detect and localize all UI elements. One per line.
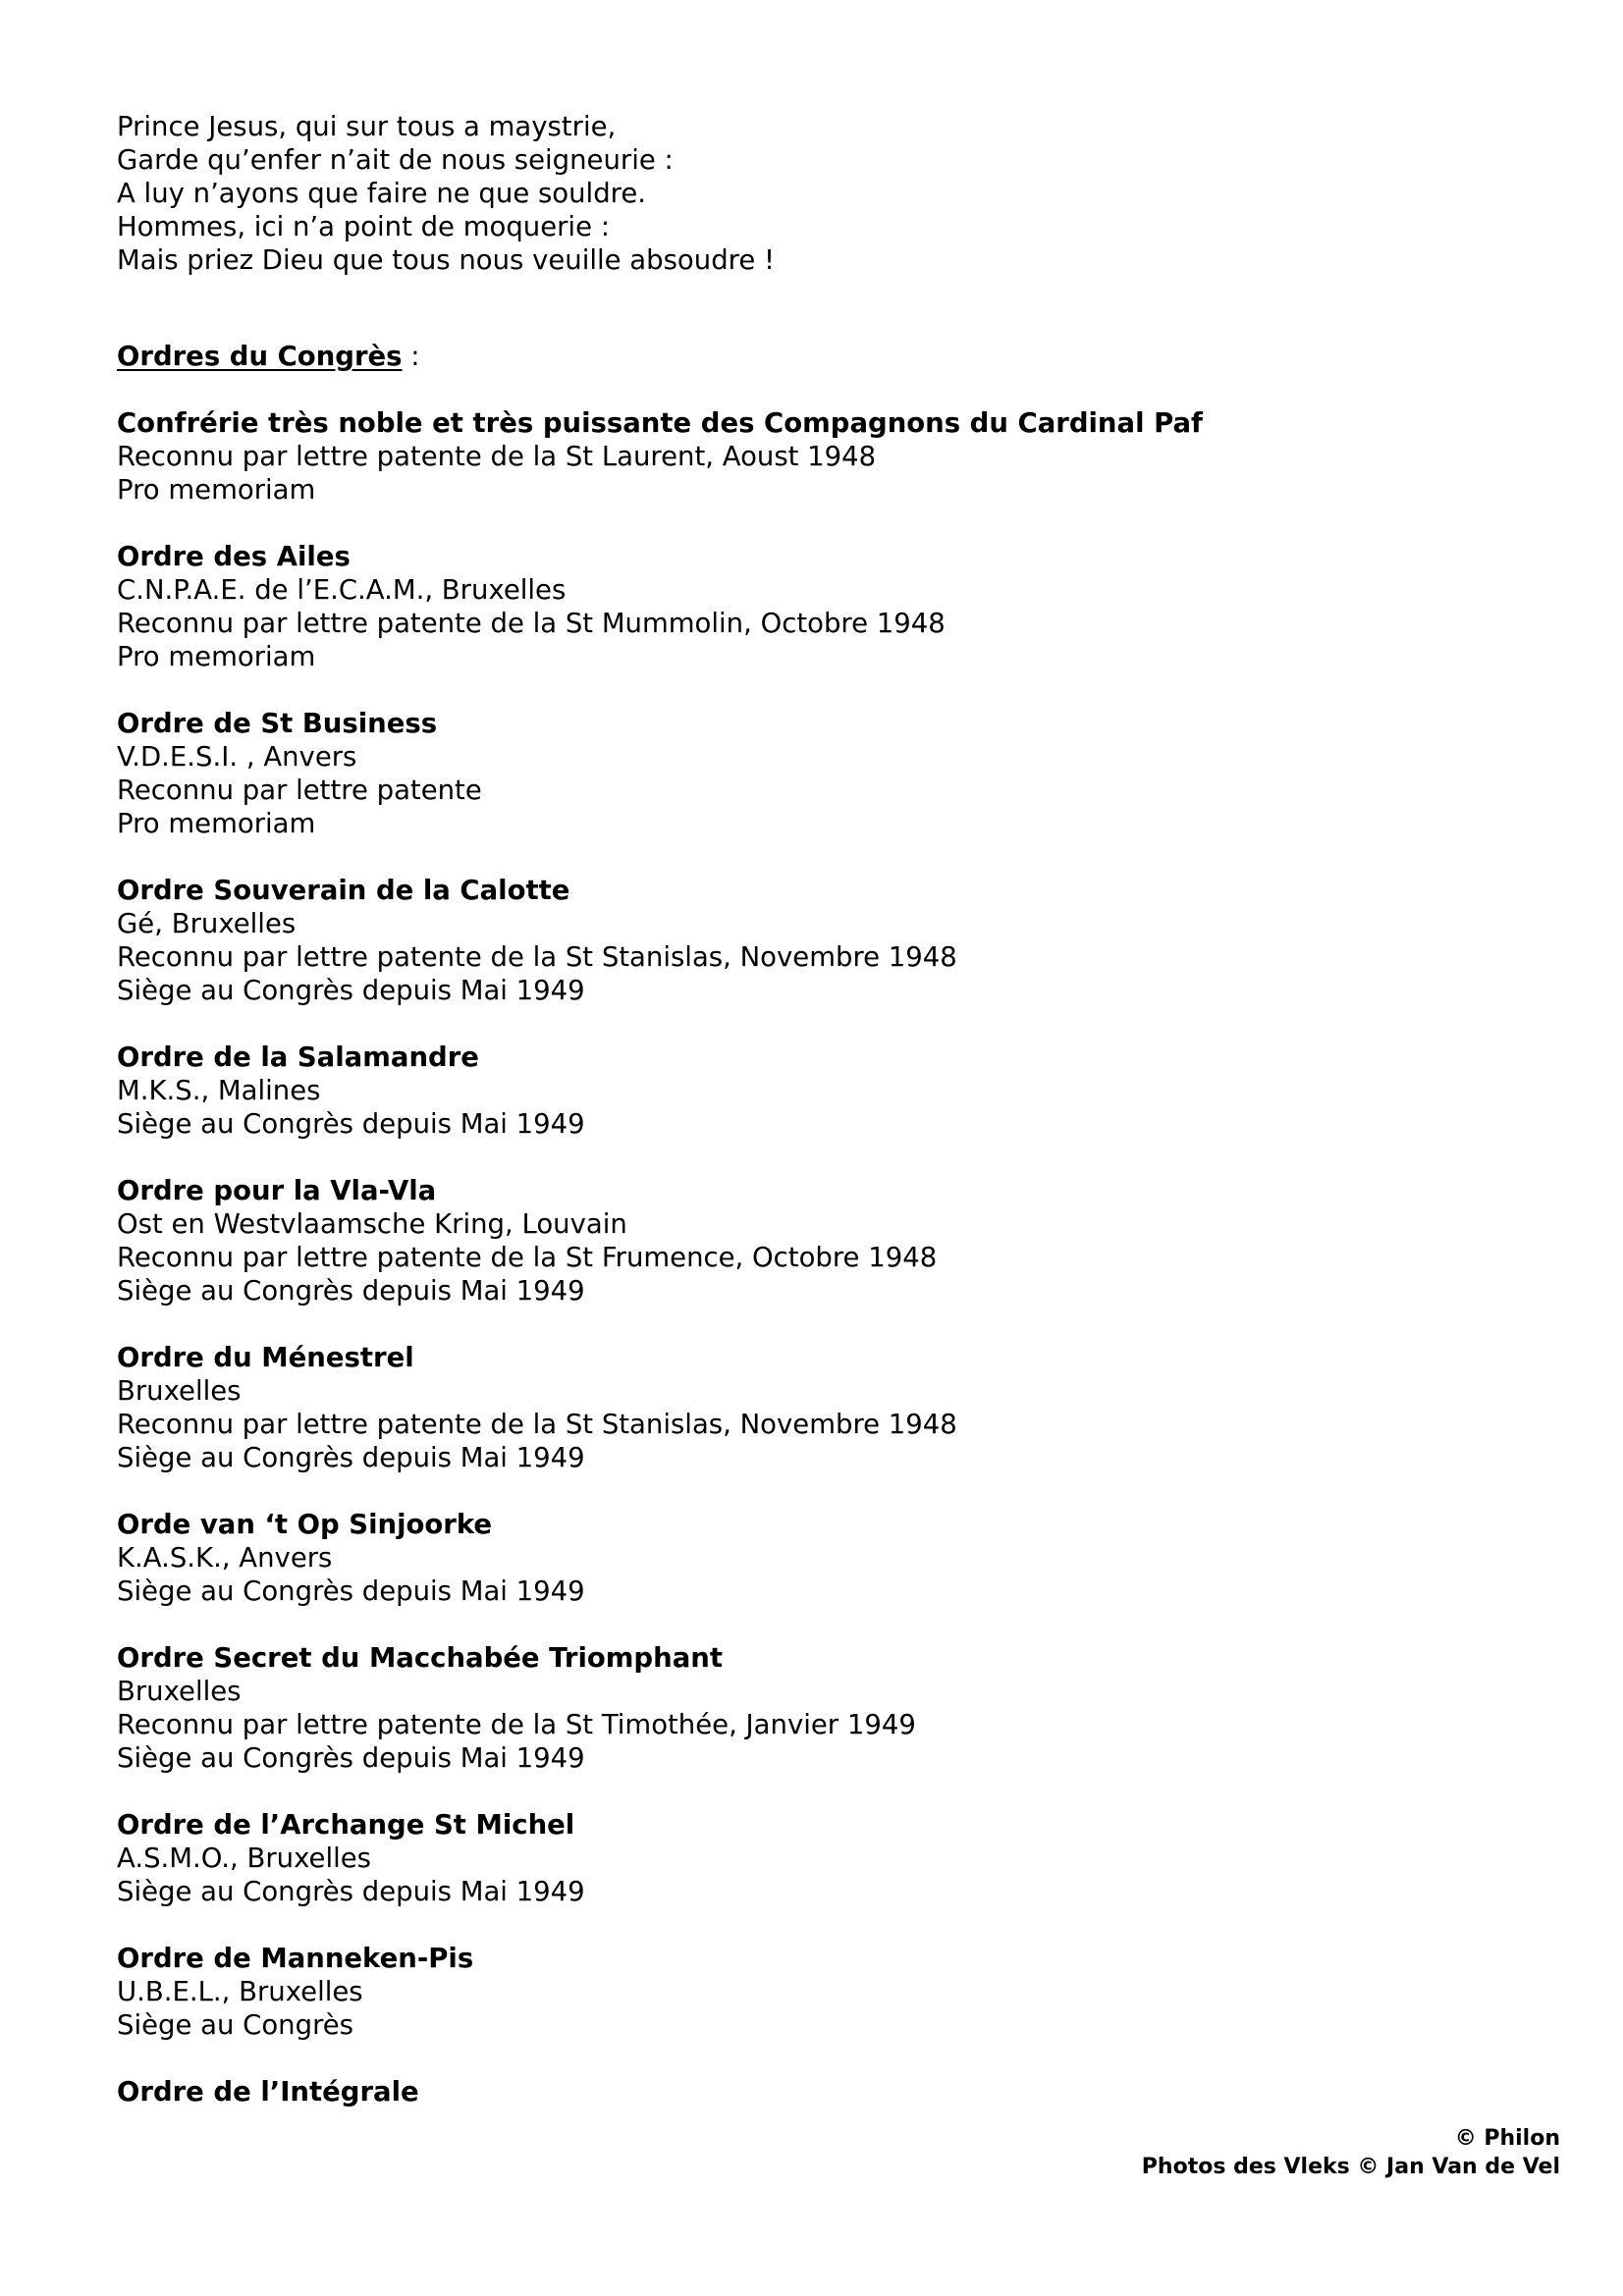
order-detail-line: Siège au Congrès depuis Mai 1949 bbox=[117, 1275, 585, 1307]
poem-line: Mais priez Dieu que tous nous veuille absoudre ! bbox=[117, 244, 776, 276]
order-entry bbox=[117, 1942, 1560, 2042]
order-detail-line: C.N.P.A.E. de l’E.C.A.M., Bruxelles bbox=[117, 574, 567, 606]
order-name: Ordre de St Business bbox=[117, 708, 438, 739]
order-detail-line: Gé, Bruxelles bbox=[117, 908, 297, 939]
order-detail-line: U.B.E.L., Bruxelles bbox=[117, 1976, 363, 2007]
order-detail-line: Siège au Congrès depuis Mai 1949 bbox=[117, 975, 585, 1006]
order-detail-line: Pro memoriam bbox=[117, 474, 316, 506]
poem-line: Prince Jesus, qui sur tous a maystrie, bbox=[117, 111, 617, 142]
order-detail-line: Ost en Westvlaamsche Kring, Louvain bbox=[117, 1208, 627, 1240]
order-detail-line: Siège au Congrès depuis Mai 1949 bbox=[117, 1442, 585, 1473]
order-name: Ordre Secret du Macchabée Triomphant bbox=[117, 1642, 723, 1674]
poem-stanza bbox=[117, 110, 1560, 277]
section-heading-title: Ordres du Congrès bbox=[117, 341, 403, 372]
order-entry bbox=[117, 1508, 1560, 1608]
order-detail-line: Reconnu par lettre patente de la St Laurent, Aoust 1948 bbox=[117, 441, 877, 472]
order-name: Ordre de la Salamandre bbox=[117, 1041, 479, 1073]
order-entry bbox=[117, 707, 1560, 840]
order-entry bbox=[117, 1174, 1560, 1308]
photos-credit-line: Photos des Vleks © Jan Van de Vel bbox=[1141, 2155, 1560, 2179]
poem-line: Hommes, ici n’a point de moquerie : bbox=[117, 211, 610, 242]
order-entry bbox=[117, 2075, 1560, 2109]
order-detail-line: Siège au Congrès depuis Mai 1949 bbox=[117, 1742, 585, 1774]
order-detail-line: Siège au Congrès depuis Mai 1949 bbox=[117, 1876, 585, 1907]
order-detail-line: Bruxelles bbox=[117, 1676, 242, 1707]
poem-line: Garde qu’enfer n’ait de nous seigneurie : bbox=[117, 144, 674, 176]
order-detail-line: A.S.M.O., Bruxelles bbox=[117, 1842, 371, 1874]
order-name: Ordre de l’Archange St Michel bbox=[117, 1809, 575, 1841]
order-entry bbox=[117, 1808, 1560, 1908]
poem-line: A luy n’ayons que faire ne que souldre. bbox=[117, 178, 647, 209]
order-entry bbox=[117, 1041, 1560, 1141]
order-detail-line: Reconnu par lettre patente bbox=[117, 774, 482, 806]
order-name: Orde van ‘t Op Sinjoorke bbox=[117, 1509, 493, 1540]
order-detail-line: Reconnu par lettre patente de la St Frumence, Octobre 1948 bbox=[117, 1242, 938, 1273]
order-detail-line: V.D.E.S.I. , Anvers bbox=[117, 741, 357, 773]
order-name: Confrérie très noble et très puissante des Compagnons du Cardinal Paf bbox=[117, 407, 1204, 439]
order-detail-line: Siège au Congrès depuis Mai 1949 bbox=[117, 1575, 585, 1607]
order-detail-line: Pro memoriam bbox=[117, 641, 316, 672]
orders-list bbox=[117, 406, 1560, 2109]
order-detail-line: M.K.S., Malines bbox=[117, 1075, 321, 1106]
order-name: Ordre Souverain de la Calotte bbox=[117, 875, 570, 906]
copyright-line: © Philon bbox=[1454, 2126, 1560, 2151]
order-name: Ordre de Manneken-Pis bbox=[117, 1943, 474, 1974]
order-entry bbox=[117, 874, 1560, 1007]
order-detail-line: Reconnu par lettre patente de la St Timothée, Janvier 1949 bbox=[117, 1709, 916, 1740]
order-detail-line: Siège au Congrès depuis Mai 1949 bbox=[117, 1108, 585, 1140]
order-detail-line: Reconnu par lettre patente de la St Mummolin, Octobre 1948 bbox=[117, 608, 946, 639]
order-entry bbox=[117, 406, 1560, 507]
order-detail-line: K.A.S.K., Anvers bbox=[117, 1542, 333, 1574]
order-entry bbox=[117, 1341, 1560, 1474]
order-detail-line: Reconnu par lettre patente de la St Stanislas, Novembre 1948 bbox=[117, 1409, 957, 1440]
order-detail-line: Reconnu par lettre patente de la St Stanislas, Novembre 1948 bbox=[117, 941, 957, 973]
order-name: Ordre des Ailes bbox=[117, 541, 351, 572]
order-entry bbox=[117, 540, 1560, 673]
order-detail-line: Bruxelles bbox=[117, 1375, 242, 1407]
section-heading bbox=[117, 340, 1560, 373]
order-name: Ordre du Ménestrel bbox=[117, 1342, 414, 1373]
order-name: Ordre pour la Vla-Vla bbox=[117, 1175, 437, 1206]
order-name: Ordre de l’Intégrale bbox=[117, 2076, 419, 2108]
page-content bbox=[117, 110, 1560, 2142]
section-heading-suffix: : bbox=[402, 341, 420, 372]
order-entry bbox=[117, 1641, 1560, 1775]
footer-credits bbox=[1142, 2124, 1560, 2181]
order-detail-line: Pro memoriam bbox=[117, 808, 316, 839]
order-detail-line: Siège au Congrès bbox=[117, 2009, 354, 2041]
